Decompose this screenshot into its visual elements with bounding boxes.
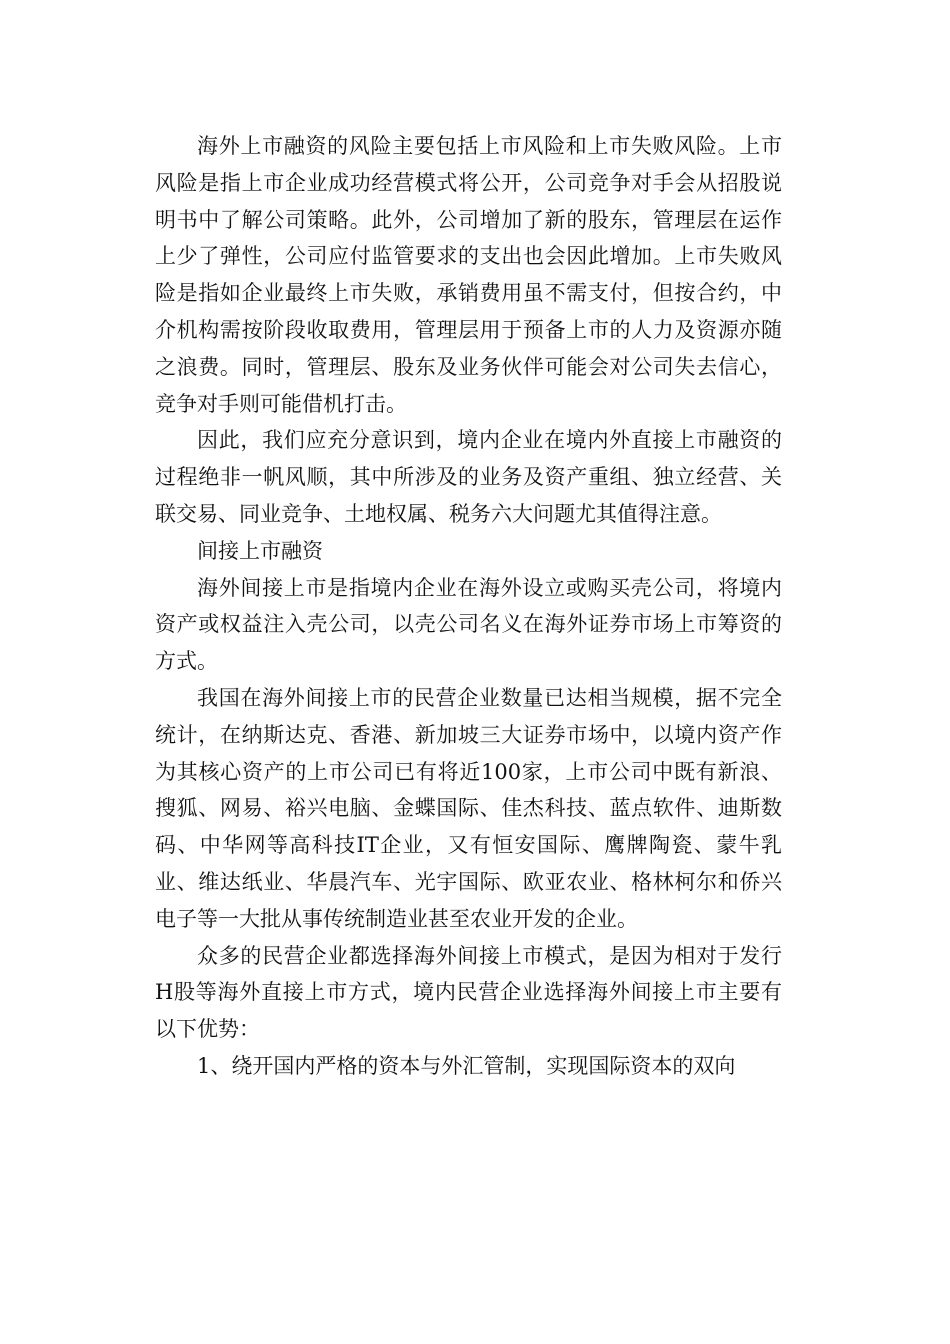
section-heading-indirect-listing: 间接上市融资	[197, 538, 323, 563]
paragraph-indirect-listing-definition: 海外间接上市是指境内企业在海外设立或购买壳公司，将境内资产或权益注入壳公司，以壳公司名义在海外证券市场上市筹资的方式。	[155, 575, 782, 674]
paragraph-listing-risks: 海外上市融资的风险主要包括上市风险和上市失败风险。上市风险是指上市企业成功经营模式将公开，公司竞争对手会从招股说明书中了解公司策略。此外，公司增加了新的股东，管理层在运作上少了弹性，公司应付监管要求的支出也会因此增加。上市失败风险是指如企业最终上市失败，承销费用虽不需支付，但按合约，中介机构需按阶段收取费用，管理层用于预备上市的人力及资源亦随之浪费。同时，管理层、股东及业务伙伴可能会对公司失去信心，竞争对手则可能借机打击。	[155, 134, 782, 416]
paragraph-indirect-listing-examples: 我国在海外间接上市的民营企业数量已达相当规模，据不完全统计，在纳斯达克、香港、新加坡三大证券市场中，以境内资产作为其核心资产的上市公司已有将近100家，上市公司中既有新浪、搜狐、网易、裕兴电脑、金蝶国际、佳杰科技、蓝点软件、迪斯数码、中华网等高科技IT企业，又有恒安国际、鹰牌陶瓷、蒙牛乳业、维达纸业、华晨汽车、光宇国际、欧亚农业、格林柯尔和侨兴电子等一大批从事传统制造业甚至农业开发的企业。	[155, 685, 782, 931]
paragraph-direct-listing-issues: 因此，我们应充分意识到，境内企业在境内外直接上市融资的过程绝非一帆风顺，其中所涉及的业务及资产重组、独立经营、关联交易、同业竞争、土地权属、税务六大问题尤其值得注意。	[155, 428, 782, 526]
list-item-advantage-1: 1、绕开国内严格的资本与外汇管制，实现国际资本的双向	[197, 1053, 736, 1078]
document-body	[155, 128, 782, 1085]
paragraph-indirect-listing-advantages: 众多的民营企业都选择海外间接上市模式，是因为相对于发行H股等海外直接上市方式，境内民营企业选择海外间接上市主要有以下优势：	[155, 943, 782, 1042]
